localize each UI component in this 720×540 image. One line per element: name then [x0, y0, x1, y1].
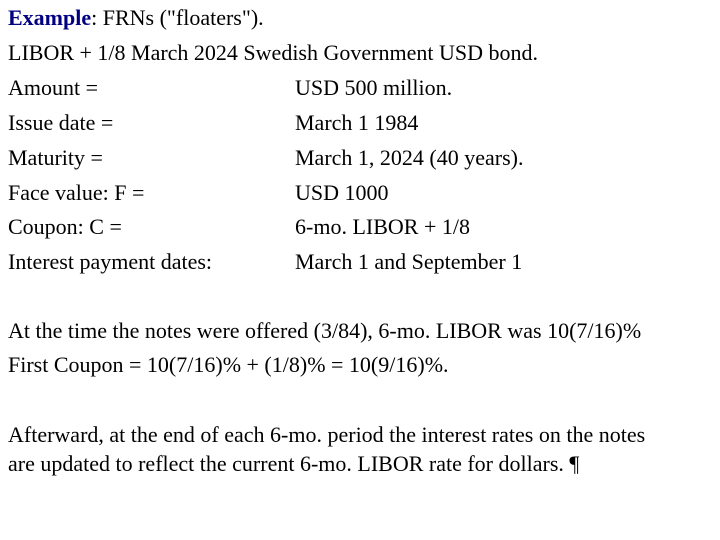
paragraph1-line1: At the time the notes were offered (3/84), 6-mo. LIBOR was 10(7/16)% — [8, 318, 642, 343]
paragraph1-line2: First Coupon = 10(7/16)% + (1/8)% = 10(9/16)%. — [8, 352, 449, 377]
term-label: Amount = — [8, 75, 99, 100]
term-label: Interest payment dates: — [8, 249, 213, 274]
term-value: USD 1000 — [295, 180, 389, 205]
heading-rest: : FRNs ("floaters"). — [91, 5, 264, 30]
bond-description: LIBOR + 1/8 March 2024 Swedish Government USD bond. — [8, 40, 538, 65]
term-value: USD 500 million. — [295, 75, 453, 100]
term-value: 6-mo. LIBOR + 1/8 — [295, 214, 470, 239]
heading-prefix: Example — [8, 5, 92, 30]
term-label: Maturity = — [8, 145, 103, 170]
paragraph2-line2: are updated to reflect the current 6-mo. LIBOR rate for dollars. ¶ — [8, 451, 580, 476]
paragraph2-line1: Afterward, at the end of each 6-mo. period the interest rates on the notes — [8, 422, 646, 447]
term-value: March 1 1984 — [295, 110, 419, 135]
term-label: Issue date = — [8, 110, 114, 135]
term-label: Coupon: C = — [8, 214, 122, 239]
term-label: Face value: F = — [8, 180, 145, 205]
term-value: March 1, 2024 (40 years). — [295, 145, 524, 170]
term-value: March 1 and September 1 — [295, 249, 523, 274]
heading — [8, 5, 264, 31]
